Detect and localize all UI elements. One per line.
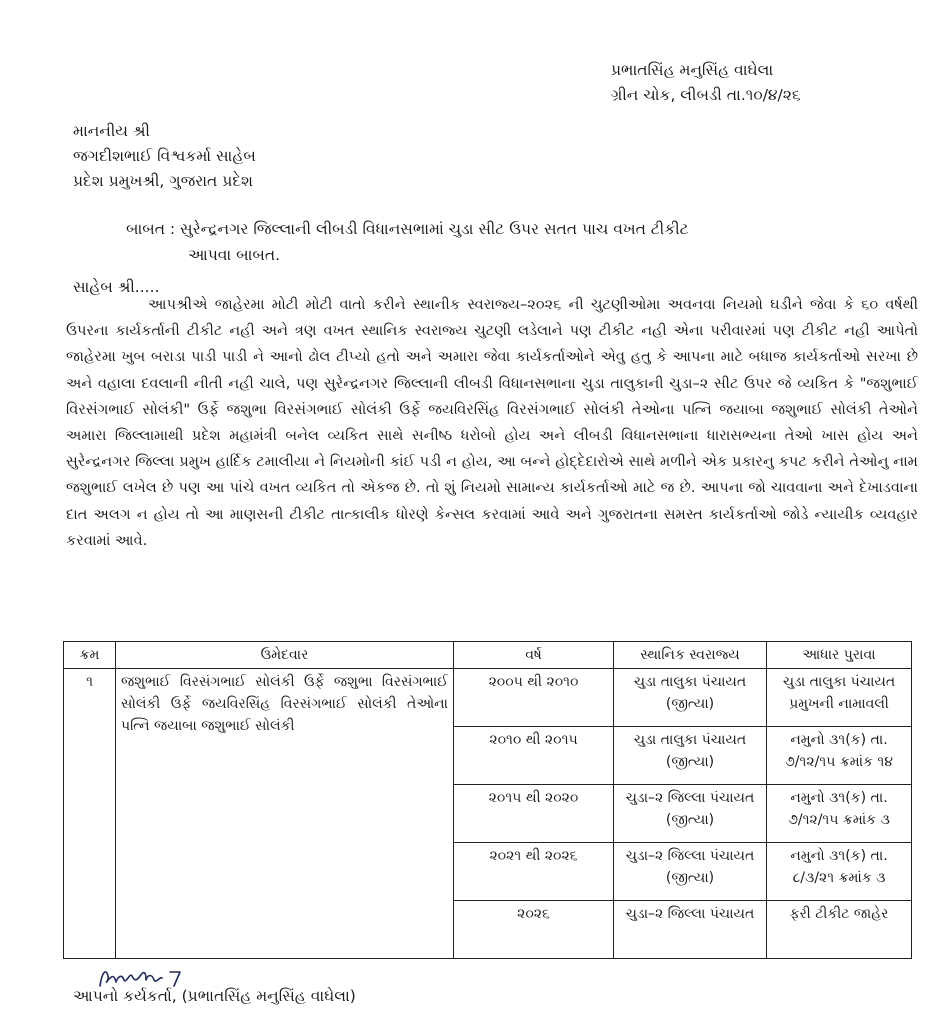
proof-cell: નમુનો ૩૧(ક) તા. ૭/૧૨/૧૫ ક્રમાંક ૧૪: [767, 727, 912, 785]
subject-block: [126, 216, 689, 268]
proof-cell: નમુનો ૩૧(ક) તા. ૭/૧૨/૧૫ ક્રમાંક ૩: [767, 785, 912, 843]
local-body-cell: ચુડા–૨ જિલ્લા પંચાયત: [614, 901, 767, 959]
recipient-line-3: પ્રદેશ પ્રમુખશ્રી, ગુજરાત પ્રદેશ: [73, 172, 253, 190]
subject-line-1: બાબત : સુરેન્દ્રનગર જિલ્લાની લીબડી વિધાનસભામાં ચુડા સીટ ઉપર સતત પાચ વખત ટીકીટ: [126, 220, 689, 238]
header-year: વર્ષ: [454, 642, 614, 669]
year-cell: ૨૦૦૫ થી ૨૦૧૦: [454, 669, 614, 727]
sender-block: [611, 58, 801, 108]
subject-line-2: આપવા બાબત.: [188, 246, 281, 264]
table-header-row: [64, 642, 912, 669]
candidate-history-table: [63, 641, 912, 959]
sender-name: પ્રભાતસિંહ મનુસિંહ વાઘેલા: [611, 61, 774, 79]
serial-cell: ૧: [64, 669, 116, 959]
sender-address-date: ગ્રીન ચોક, લીબડી તા.૧૦/૪/૨૬: [611, 86, 801, 104]
header-serial: ક્રમ: [64, 642, 116, 669]
local-body-cell: ચુડા–૨ જિલ્લા પંચાયત (જીત્યા): [614, 785, 767, 843]
year-cell: ૨૦૧૦ થી ૨૦૧૫: [454, 727, 614, 785]
header-proof: આધાર પુરાવા: [767, 642, 912, 669]
closing-line: આપનો કર્યકર્તા, (પ્રભાતસિંહ મનુસિંહ વાઘેલા): [73, 987, 356, 1005]
proof-cell: ચુડા તાલુકા પંચાયત પ્રમુખની નામાવલી: [767, 669, 912, 727]
salutation: સાહેબ શ્રી.....: [73, 278, 160, 296]
local-body-cell: ચુડા તાલુકા પંચાયત (જીત્યા): [614, 727, 767, 785]
header-local-body: સ્થાનિક સ્વરાજ્ય: [614, 642, 767, 669]
candidate-cell: જશુભાઈ વિરસંગભાઈ સોલંકી ઉર્ફે જશુભા વિરસંગભાઈ સોલંકી ઉર્ફે જયવિરસિંહ વિરસંગભાઈ સોલંકી તેઓના પત્નિ જયાબા જશુભાઈ સોલંકી: [116, 669, 454, 959]
recipient-line-1: માનનીય શ્રી: [73, 122, 150, 140]
local-body-cell: ચુડા તાલુકા પંચાયત (જીત્યા): [614, 669, 767, 727]
recipient-line-2: જગદીશભાઈ વિશ્વકર્મા સાહેબ: [73, 147, 256, 165]
year-cell: ૨૦૧૫ થી ૨૦૨૦: [454, 785, 614, 843]
local-body-cell: ચુડા–૨ જિલ્લા પંચાયત (જીત્યા): [614, 843, 767, 901]
table-row: [64, 669, 912, 727]
letter-body: આપશ્રીએ જાહેરમા મોટી મોટી વાતો કરીને સ્થાનીક સ્વરાજ્ય–૨૦૨૬ ની ચુટણીઓમા અવનવા નિયમો ઘડીને જેવા કે ૬૦ વર્ષથી ઉપરના કાર્યકર્તાની ટીકીટ નહી અને ત્રણ વખત સ્થાનિક સ્વરાજ્ય ચુટણી લડેલાને પણ ટીકીટ નહી એના પરીવારમાં પણ ટીકીટ નહી આપેતો જાહેરમા ખુબ બરાડા પાડી પાડી ને આનો ઢોલ ટીપ્યો હતો અને અમારા જેવા કાર્યકર્તાઓને એવુ હતુ કે આપના માટે બધાજ કાર્યકર્તાઓ સરખા છે અને વહાલા દવલાની નીતી નહી ચાલે, પણ સુરેન્દ્રનગર જિલ્લાની લીબડી વિધાનસભાના ચુડા તાલુકાની ચુડા–૨ સીટ ઉપર જે વ્યકિત કે "જશુભાઈ વિરસંગભાઈ સોલંકી" ઉર્ફે જશુભા વિરસંગભાઈ સોલંકી ઉર્ફે જયવિરસિંહ વિરસંગભાઈ સોલંકી તેઓના પત્નિ જયાબા જશુભાઈ સોલંકી તેઓને અમારા જિલ્લામાથી પ્રદેશ મહામંત્રી બનેલ વ્યકિત સાથે સનીષ્ઠ ધરોબો હોય અને લીબડી વિધાનસભાના ધારાસભ્યના તેઓ ખાસ હોય અને સુરેન્દ્રનગર જિલ્લા પ્રમુખ હાર્દિક ટમાલીયા ને નિયમોની કાંઈ પડી ન હોય, આ બન્ને હોદ્દેદારોએ સાથે મળીને એક પ્રકારનુ કપટ કરીને તેઓનુ નામ જશુભાઈ લખેલ છે પણ આ પાંચે વખત વ્યકિત તો એકજ છે. તો શું નિયમો સામાન્ય કાર્યકર્તાઓ માટે જ છે. આપના જો ચાવવાના અને દેખાડવાના દાત અલગ ન હોય તો આ માણસની ટીકીટ તાત્કાલીક ધોરણે કેન્સલ કરવામાં આવે અને ગુજરાતના સમસ્ત કાર્યકર્તાઓ જોડે ન્યાયીક વ્યવહાર કરવામાં આવે.: [66, 296, 918, 549]
proof-cell: ફરી ટીકીટ જાહેર: [767, 901, 912, 959]
year-cell: ૨૦૨૧ થી ૨૦૨૬: [454, 843, 614, 901]
recipient-block: [73, 119, 256, 194]
proof-cell: નમુનો ૩૧(ક) તા. ૮/૩/૨૧ ક્રમાંક ૩: [767, 843, 912, 901]
header-candidate: ઉમેદવાર: [116, 642, 454, 669]
year-cell: ૨૦૨૬: [454, 901, 614, 959]
